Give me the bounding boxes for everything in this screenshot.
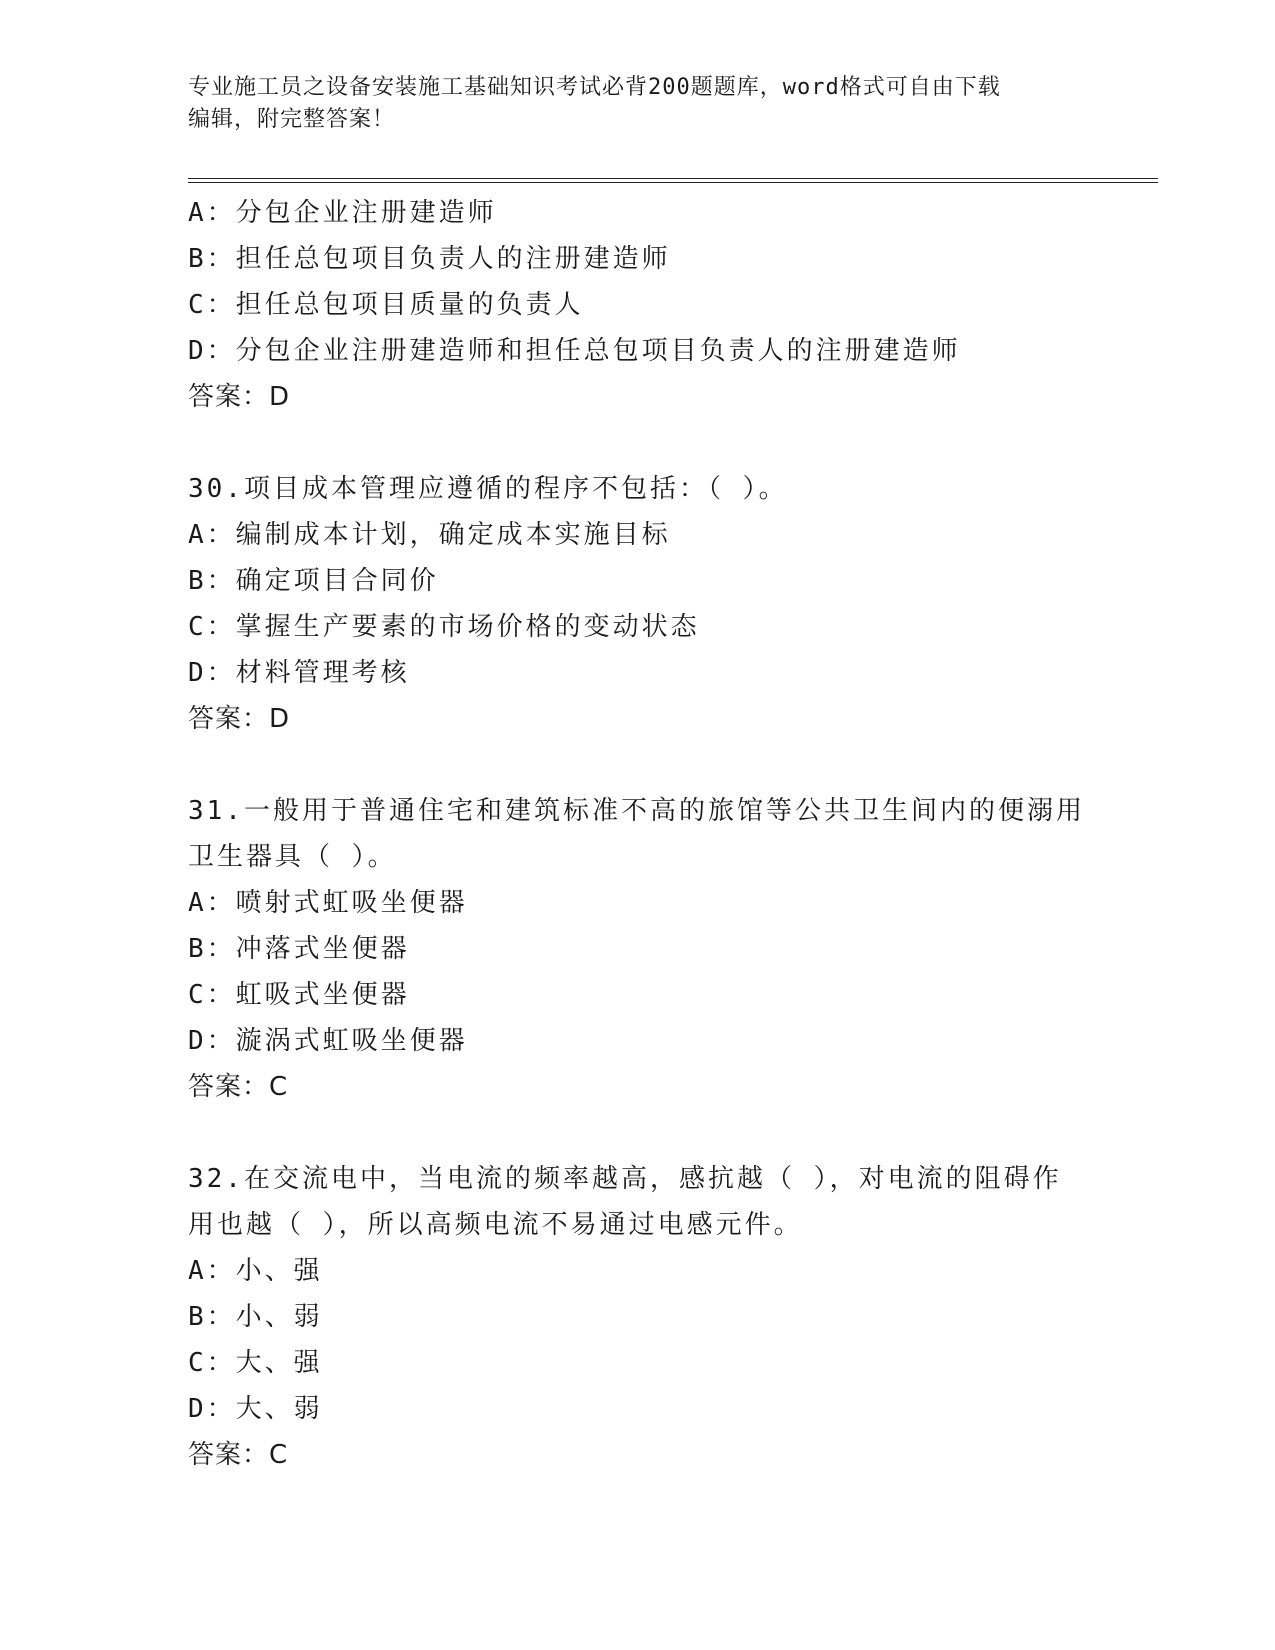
answer-line: 答案：C <box>188 1440 289 1470</box>
option-c: C：虹吸式坐便器 <box>188 980 410 1010</box>
question-text-line1: 31.一般用于普通住宅和建筑标准不高的旅馆等公共卫生间内的便溺用 <box>188 796 1085 826</box>
option-d: D：漩涡式虹吸坐便器 <box>188 1026 468 1056</box>
answer-line: 答案：D <box>188 382 291 412</box>
question-block-29 <box>188 190 1158 420</box>
question-text-line2: 用也越（ ），所以高频电流不易通过电感元件。 <box>188 1210 803 1240</box>
option-a: A：小、强 <box>188 1256 323 1286</box>
spacer <box>188 742 1158 788</box>
option-b: B：确定项目合同价 <box>188 566 439 596</box>
option-d: D：分包企业注册建造师和担任总包项目负责人的注册建造师 <box>188 336 961 366</box>
answer-line: 答案：D <box>188 704 291 734</box>
option-a: A：编制成本计划，确定成本实施目标 <box>188 520 671 550</box>
option-a: A：分包企业注册建造师 <box>188 198 497 228</box>
option-b: B：担任总包项目负责人的注册建造师 <box>188 244 671 274</box>
question-block-32 <box>188 1156 1158 1478</box>
option-b: B：冲落式坐便器 <box>188 934 410 964</box>
header-title-line2: 编辑，附完整答案！ <box>188 107 396 132</box>
spacer <box>188 1110 1158 1156</box>
question-block-31 <box>188 788 1158 1110</box>
option-a: A：喷射式虹吸坐便器 <box>188 888 468 918</box>
question-block-30 <box>188 466 1158 742</box>
option-d: D：大、弱 <box>188 1394 323 1424</box>
option-c: C：担任总包项目质量的负责人 <box>188 290 584 320</box>
header-divider-bottom <box>188 182 1158 183</box>
option-c: C：掌握生产要素的市场价格的变动状态 <box>188 612 700 642</box>
option-c: C：大、强 <box>188 1348 323 1378</box>
option-b: B：小、弱 <box>188 1302 323 1332</box>
question-text-line2: 卫生器具（ ）。 <box>188 842 397 872</box>
header-title-line1: 专业施工员之设备安装施工基础知识考试必背200题题库，word格式可自由下载 <box>188 75 1001 100</box>
question-list <box>188 190 1158 1478</box>
answer-line: 答案：C <box>188 1072 289 1102</box>
header-divider-top <box>188 178 1158 179</box>
option-d: D：材料管理考核 <box>188 658 410 688</box>
spacer <box>188 420 1158 466</box>
question-text: 30.项目成本管理应遵循的程序不包括：（ ）。 <box>188 474 788 504</box>
question-text-line1: 32.在交流电中，当电流的频率越高，感抗越（ ），对电流的阻碍作 <box>188 1164 1062 1194</box>
document-header <box>188 72 1088 136</box>
